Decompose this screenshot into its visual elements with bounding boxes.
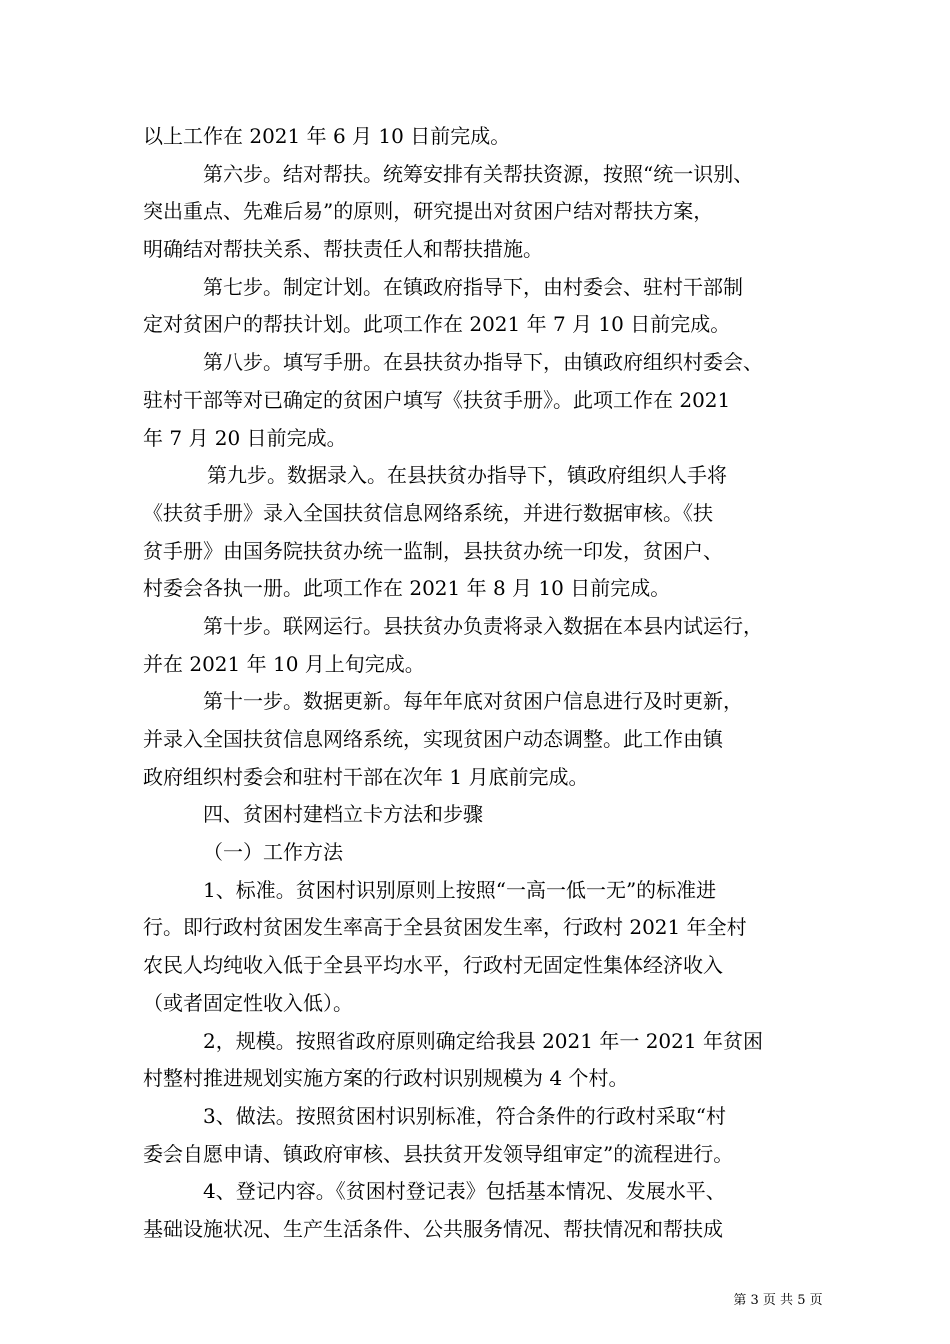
text-line: 农民人均纯收入低于全县平均水平，行政村无固定性集体经济收入	[143, 953, 723, 978]
text-line: 第八步。填写手册。在县扶贫办指导下，由镇政府组织村委会、	[203, 350, 763, 375]
text-line: 政府组织村委会和驻村干部在次年 1 月底前完成。	[143, 764, 589, 789]
text-line: 突出重点、先难后易”的原则，研究提出对贫困户结对帮扶方案，	[143, 199, 714, 224]
text-line: （一）工作方法	[203, 840, 343, 865]
text-line: 村整村推进规划实施方案的行政村识别规模为 4 个村。	[143, 1066, 629, 1091]
text-line: 第六步。结对帮扶。统筹安排有关帮扶资源，按照“统一识别、	[203, 161, 754, 186]
text-line: 《扶贫手册》录入全国扶贫信息网络系统，并进行数据审核。《扶	[143, 500, 713, 525]
page-number: 第 3 页 共 5 页	[733, 1293, 823, 1308]
text-line: （或者固定性收入低）。	[143, 990, 353, 1015]
text-line: 定对贫困户的帮扶计划。此项工作在 2021 年 7 月 10 日前完成。	[143, 312, 731, 337]
text-line: 基础设施状况、生产生活条件、公共服务情况、帮扶情况和帮扶成	[143, 1216, 723, 1241]
document-body	[143, 118, 811, 1249]
text-line: 村委会各执一册。此项工作在 2021 年 8 月 10 日前完成。	[143, 576, 671, 601]
text-line: 贫手册》由国务院扶贫办统一监制，县扶贫办统一印发，贫困户、	[143, 538, 723, 563]
text-line: 并在 2021 年 10 月上旬完成。	[143, 651, 425, 676]
text-line: 四、贫困村建档立卡方法和步骤	[203, 802, 483, 827]
text-line: 驻村干部等对已确定的贫困户填写《扶贫手册》。此项工作在 2021	[143, 387, 731, 412]
text-line: 3、做法。按照贫困村识别标准，符合条件的行政村采取“村	[203, 1103, 726, 1128]
text-line: 明确结对帮扶关系、帮扶责任人和帮扶措施。	[143, 237, 543, 262]
text-line: 委会自愿申请、镇政府审核、县扶贫开发领导组审定”的流程进行。	[143, 1141, 734, 1166]
text-line: 以上工作在 2021 年 6 月 10 日前完成。	[143, 124, 511, 148]
text-line: 年 7 月 20 日前完成。	[143, 425, 347, 450]
text-line: 第十一步。数据更新。每年年底对贫困户信息进行及时更新，	[203, 689, 743, 714]
text-line: 1、标准。贫困村识别原则上按照“一高一低一无”的标准进	[203, 877, 717, 902]
text-line: 4、登记内容。《贫困村登记表》包括基本情况、发展水平、	[203, 1179, 726, 1204]
text-line: 第七步。制定计划。在镇政府指导下，由村委会、驻村干部制	[203, 274, 743, 299]
page-footer	[0, 1292, 950, 1310]
text-line: 第十步。联网运行。县扶贫办负责将录入数据在本县内试运行，	[203, 613, 763, 638]
text-line: 行。即行政村贫困发生率高于全县贫困发生率，行政村 2021 年全村	[143, 915, 747, 940]
text-line: 第九步。数据录入。在县扶贫办指导下，镇政府组织人手将	[207, 463, 727, 488]
text-line: 并录入全国扶贫信息网络系统，实现贫困户动态调整。此工作由镇	[143, 727, 723, 751]
text-line: 2，规模。按照省政府原则确定给我县 2021 年一 2021 年贫困	[203, 1028, 763, 1053]
